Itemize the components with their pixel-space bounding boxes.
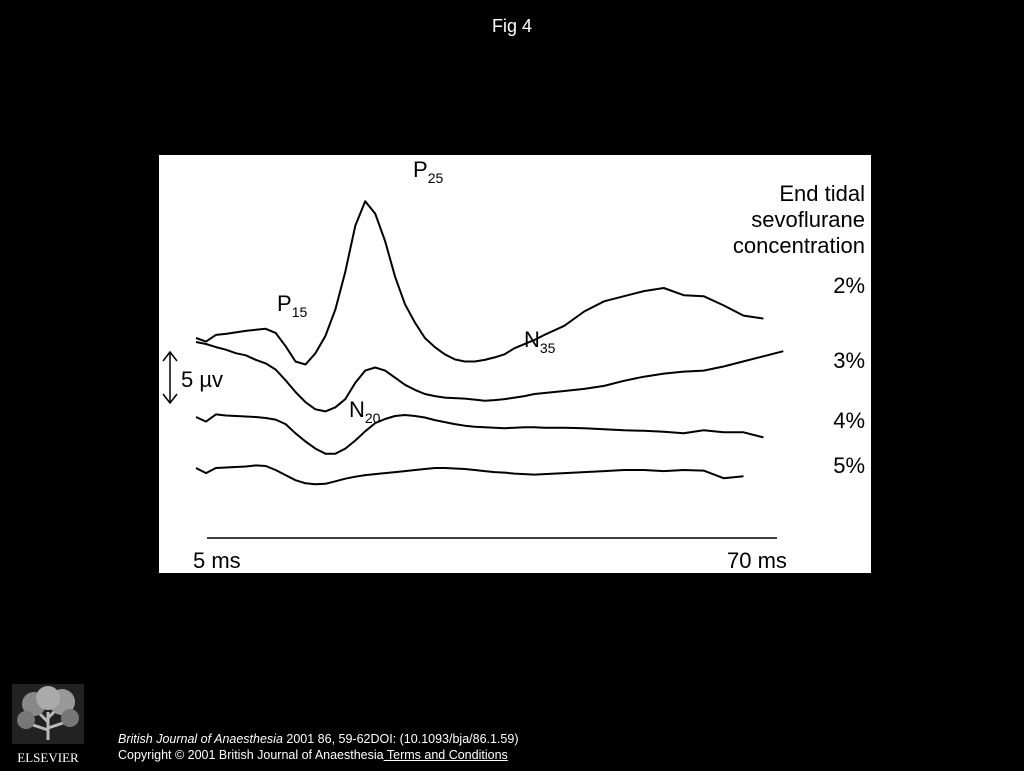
legend-title-line-1: End tidal xyxy=(779,181,865,206)
citation-journal: British Journal of Anaesthesia xyxy=(118,732,283,746)
series-label-5pct: 5% xyxy=(833,453,865,478)
peak-label-n20: $N_{20}$ xyxy=(349,397,381,426)
time-axis-label-start: 5 ms xyxy=(193,548,241,573)
series-label-2pct: 2% xyxy=(833,273,865,298)
citation-line xyxy=(118,731,519,747)
legend-title-line-2: sevoflurane xyxy=(751,207,865,232)
peak-label-p25: $P_{25}$ xyxy=(413,157,444,186)
citation-ref: 2001 86, 59-62DOI: (10.1093/bja/86.1.59) xyxy=(282,732,519,746)
copyright-text: Copyright © 2001 British Journal of Anaesthesia xyxy=(118,748,384,762)
series-label-4pct: 4% xyxy=(833,408,865,433)
time-axis-label-end: 70 ms xyxy=(727,548,787,573)
trace-2pct xyxy=(196,201,763,364)
traces-group xyxy=(196,201,783,484)
legend-title xyxy=(733,181,865,258)
citation-block xyxy=(118,731,519,763)
series-labels xyxy=(833,273,865,478)
figure-title: Fig 4 xyxy=(491,16,533,36)
logo-wordmark: ELSEVIER xyxy=(17,750,79,765)
evoked-potential-chart xyxy=(159,155,871,573)
terms-link[interactable]: Terms and Conditions xyxy=(383,748,508,762)
scale-bar-label: 5 µv xyxy=(181,367,224,392)
series-label-3pct: 3% xyxy=(833,348,865,373)
trace-5pct xyxy=(196,465,744,484)
trace-3pct xyxy=(196,342,783,411)
scale-bar xyxy=(163,352,177,403)
copyright-line xyxy=(118,747,519,763)
peak-label-p15: $P_{15}$ xyxy=(277,291,308,320)
trace-4pct xyxy=(196,414,763,453)
peak-labels xyxy=(277,157,556,426)
chart-panel xyxy=(159,155,871,573)
elsevier-tree-icon xyxy=(10,682,86,766)
legend-title-line-3: concentration xyxy=(732,233,865,258)
peak-label-n35: $N_{35}$ xyxy=(524,327,556,356)
elsevier-logo xyxy=(10,682,86,766)
